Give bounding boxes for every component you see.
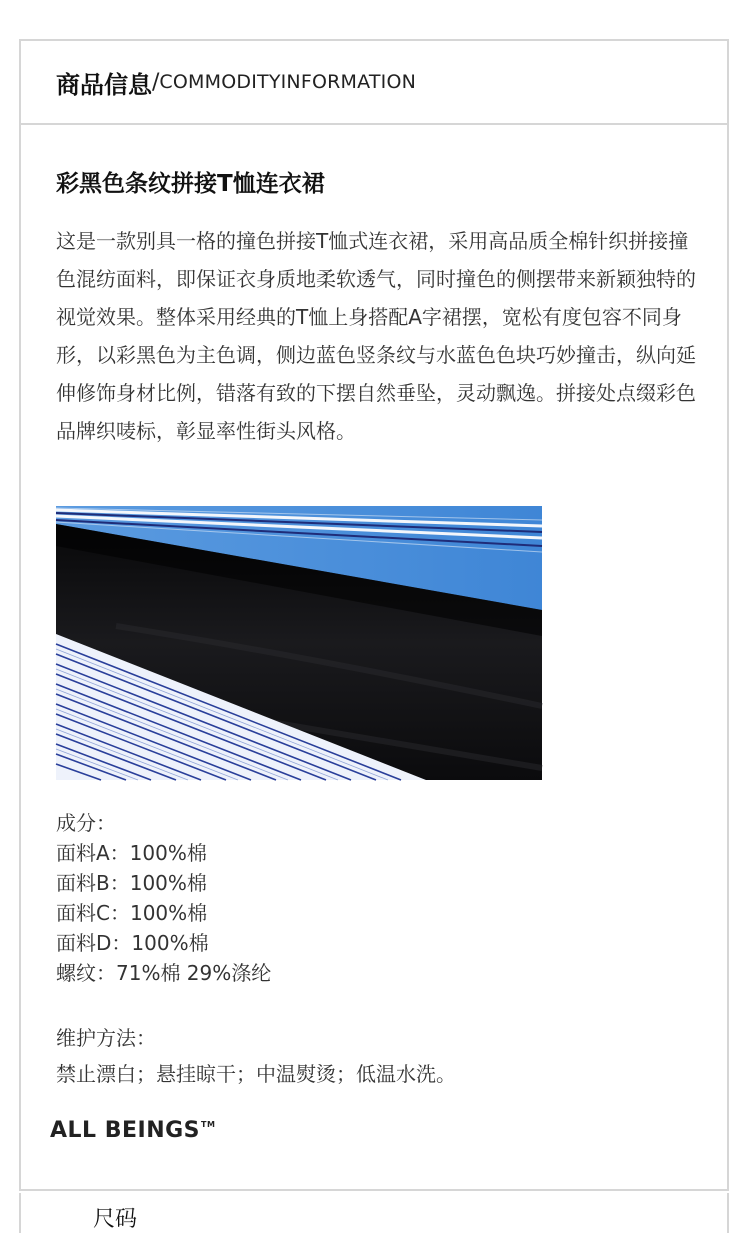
product-name: 彩黑色条纹拼接T恤连衣裙: [56, 171, 325, 197]
composition-line: 螺纹：71%棉 29%涤纶: [56, 961, 272, 985]
fabric-swatch-image: [56, 506, 542, 780]
next-section-title: 尺码: [93, 1207, 138, 1232]
section-header: [21, 41, 727, 125]
title-separator: /: [152, 69, 160, 95]
next-section-title-peek: [93, 1207, 153, 1232]
section-title-cn: 商品信息: [56, 70, 152, 99]
brand-logo: [50, 1118, 215, 1143]
section-title-en: COMMODITYINFORMATION: [159, 71, 417, 93]
brand-name: ALL BEINGS: [50, 1118, 201, 1143]
product-description: 这是一款别具一格的撞色拼接T恤式连衣裙，采用高品质全棉针织拼接撞色混纺面料，即保证衣身质地柔软透气，同时撞色的侧摆带来新颖独特的视觉效果。整体采用经典的T恤上身搭配A字裙摆，宽松有度包容不同身形，以彩黑色为主色调，侧边蓝色竖条纹与水蓝色色块巧妙撞击，纵向延伸修饰身材比例，错落有致的下摆自然垂坠，灵动飘逸。拼接处点缀彩色品牌织唛标，彰显率性街头风格。: [56, 229, 696, 443]
composition-section: [56, 808, 271, 988]
composition-label: 成分：: [56, 811, 116, 835]
care-instructions: 禁止漂白；悬挂晾干；中温熨烫；低温水洗。: [56, 1062, 456, 1086]
composition-line: 面料A：100%棉: [56, 841, 207, 865]
composition-line: 面料D：100%棉: [56, 931, 209, 955]
care-section: [56, 1020, 456, 1092]
composition-line: 面料B：100%棉: [56, 871, 207, 895]
trademark-symbol: TM: [201, 1120, 216, 1129]
care-label: 维护方法：: [56, 1026, 156, 1050]
fabric-swatch-photo-icon: [56, 506, 542, 780]
composition-line: 面料C：100%棉: [56, 901, 208, 925]
